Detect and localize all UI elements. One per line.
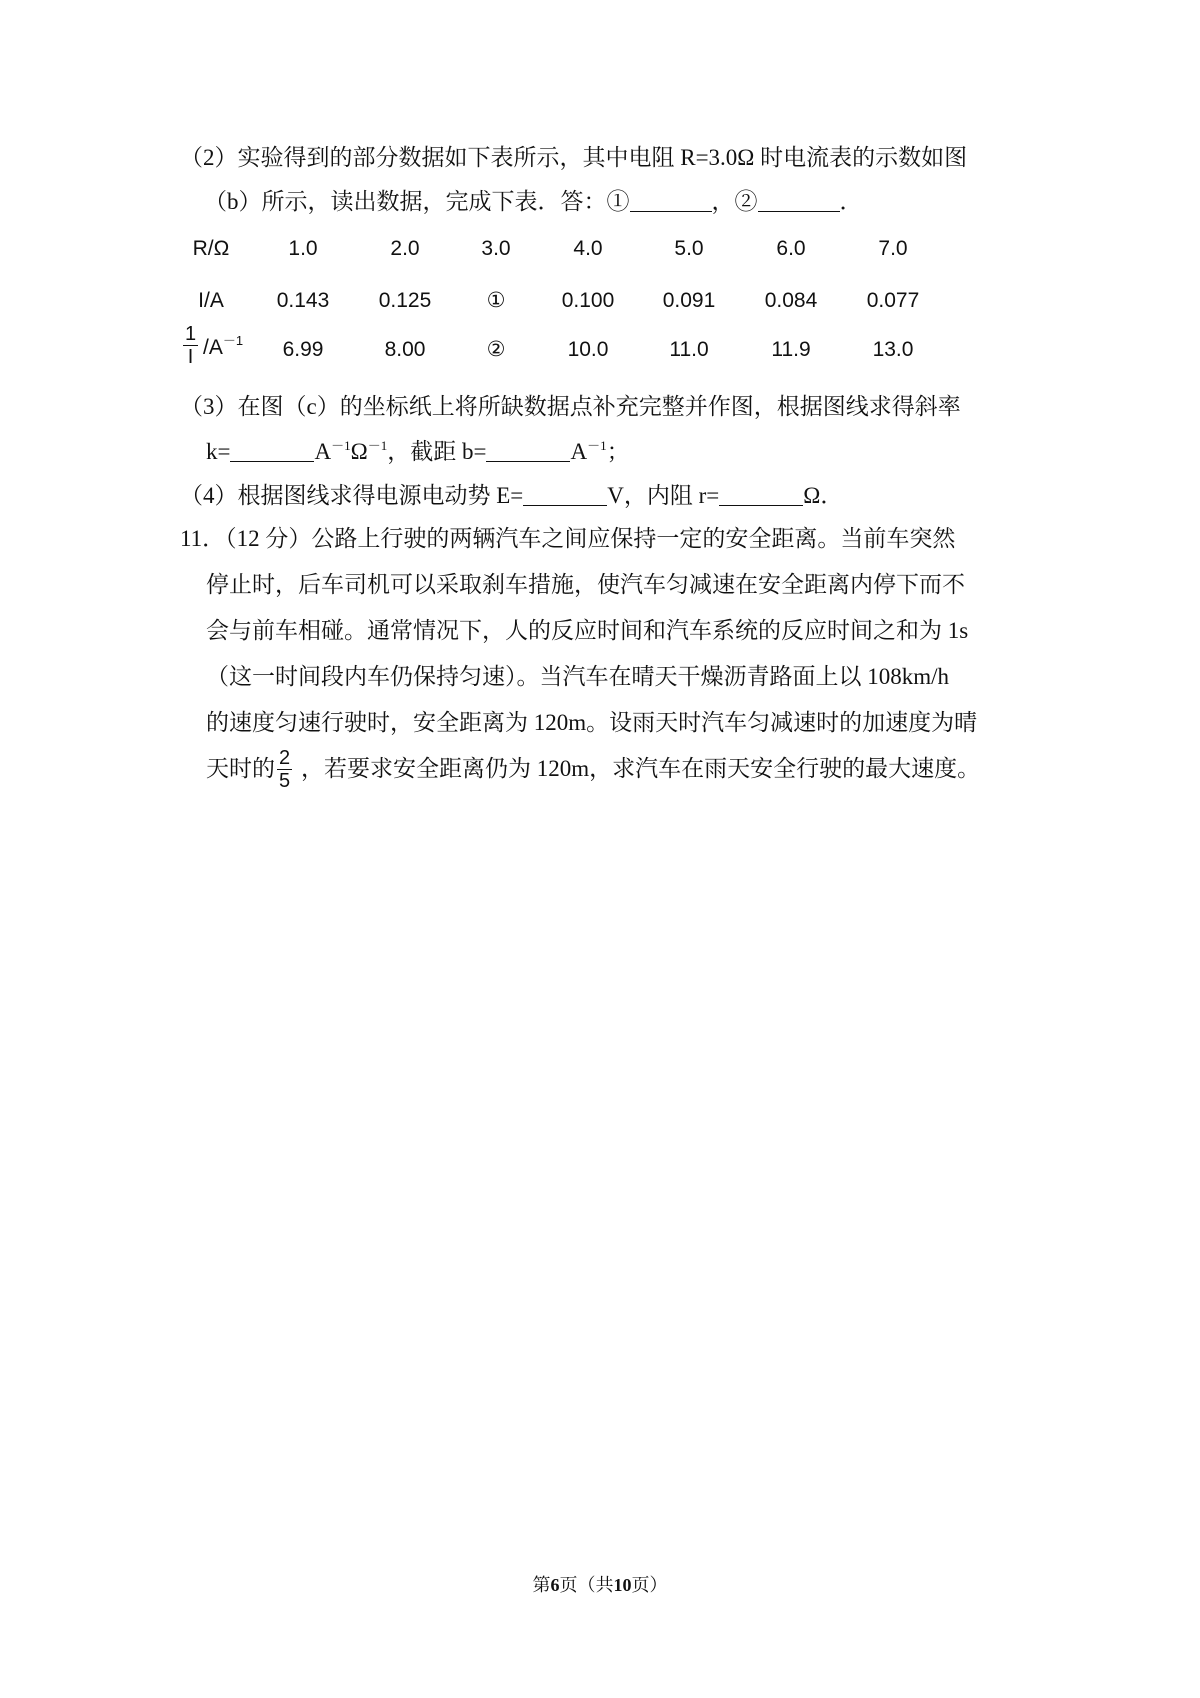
table-cell-r: 7.0 [878,237,908,260]
part2-line1: （2）实验得到的部分数据如下表所示，其中电阻 R=3.0Ω 时电流表的示数如图 [180,145,968,170]
part3-line1: （3）在图（c）的坐标纸上将所缺数据点补充完整并作图，根据图线求得斜率 [180,394,961,419]
inverse-current-fraction: $\frac{1}{I}$ [185,323,197,368]
q11-line4: （这一时间段内车仍保持匀速）。当汽车在晴天干燥沥青路面上以 108km/h [206,664,950,689]
table-header-r: R/Ω [192,237,230,260]
table-cell-inv-i: 11.0 [669,338,709,361]
part2-line2: （b）所示，读出数据，完成下表．答：① ，② ． [204,189,863,214]
table-cell-i: 0.125 [378,289,432,312]
part3-line2: $k= A^{-1}\Omega^{-1}$，截距 $b= A^{-1}$； [206,438,630,464]
table-header-i: I/A [198,289,224,312]
part4-line: （4）根据图线求得电源电动势 E= V，内阻 r= Ω． [180,483,844,508]
page-footer: 第6页（共10页） [532,1575,668,1595]
table-cell-inv-i: 13.0 [872,338,914,361]
q11-line2: 停止时，后车司机可以采取刹车措施，使汽车匀减速在安全距离内停下而不 [206,572,965,597]
table-cell-inv-i: 11.9 [771,338,811,361]
two-fifths-fraction: $\frac{2}{5}$ [279,747,291,792]
intercept-blank[interactable] [486,439,570,462]
table-cell-i: 0.077 [866,289,920,312]
table-cell-r: 2.0 [390,237,420,260]
table-cell-i: 0.091 [662,289,716,312]
internal-resistance-blank[interactable] [719,483,803,506]
current-page-number: 6 [550,1575,560,1595]
document-page: （2）实验得到的部分数据如下表所示，其中电阻 R=3.0Ω 时电流表的示数如图 （b）所示，读出数据，完成下表．答：① ，② ． R/Ω 1.0 2.0 3.0 4.0 5.0 6.0 7.0 I/A 0.143 0.125 ① 0.100 0.091 0.084 0.077 $\frac{1}{I}$ $/A^{-1}$ 6.99 8.00 ② 10.0 11.0 11.9 13.0 （3）在图（c）的坐标纸上将所缺数据点补充完整并作图，根据图线求得斜率 $k= A^{-1}\Omega^{-1}$，截距 $b= A^{-1}$； （4）根据图线求得电源电动势 E= V，内阻 r= Ω． 11．（12 分）公路上行驶的两辆汽车之间应保持一定的安全距离。当前车突然 停止时，后车司机可以采取刹车措施，使汽车匀减速在安全距离内停下而不 会与前车相碰。通常情况下，人的反应时间和汽车系统的反应时间之和为 1s （这一时间段内车仍保持匀速）。当汽车在晴天干燥沥青路面上以 108km/h 的速度匀速行驶时，安全距离为 120m。设雨天时汽车匀减速时的加速度为晴 天时的 $\frac{2}{5}$ ，若要求安全距离仍为 120m，求汽车在雨天安全行驶的最大速度。 第6页（共10页） [0,0,1200,1698]
table-cell-inv-i: 8.00 [384,338,426,361]
table-cell-r: 6.0 [776,237,806,260]
answer-blank-1[interactable] [630,189,712,212]
q11-line1: 11．（12 分）公路上行驶的两辆汽车之间应保持一定的安全距离。当前车突然 [180,526,956,551]
table-cell-i: 0.100 [561,289,615,312]
table-cell-r: 5.0 [674,237,704,260]
total-page-count: 10 [613,1575,632,1595]
q11-line5: 的速度匀速行驶时，安全距离为 120m。设雨天时汽车匀减速时的加速度为晴 [206,710,978,735]
table-cell-inv-i: ② [486,338,506,361]
table-cell-i: 0.084 [764,289,818,312]
q11-line3: 会与前车相碰。通常情况下，人的反应时间和汽车系统的反应时间之和为 1s [206,618,969,643]
table-cell-inv-i: 10.0 [567,338,609,361]
emf-blank[interactable] [523,483,607,506]
q11-line6: 天时的 $\frac{2}{5}$ ，若要求安全距离仍为 120m，求汽车在雨天安全行驶的最大速度。 [206,747,981,792]
table-cell-i: 0.143 [276,289,330,312]
table-cell-i: ① [486,289,506,312]
table-cell-inv-i: 6.99 [282,338,324,361]
slope-blank[interactable] [230,439,314,462]
table-cell-r: 4.0 [573,237,603,260]
table-cell-r: 3.0 [481,237,511,260]
answer-blank-2[interactable] [758,189,840,212]
table-cell-r: 1.0 [288,237,318,260]
